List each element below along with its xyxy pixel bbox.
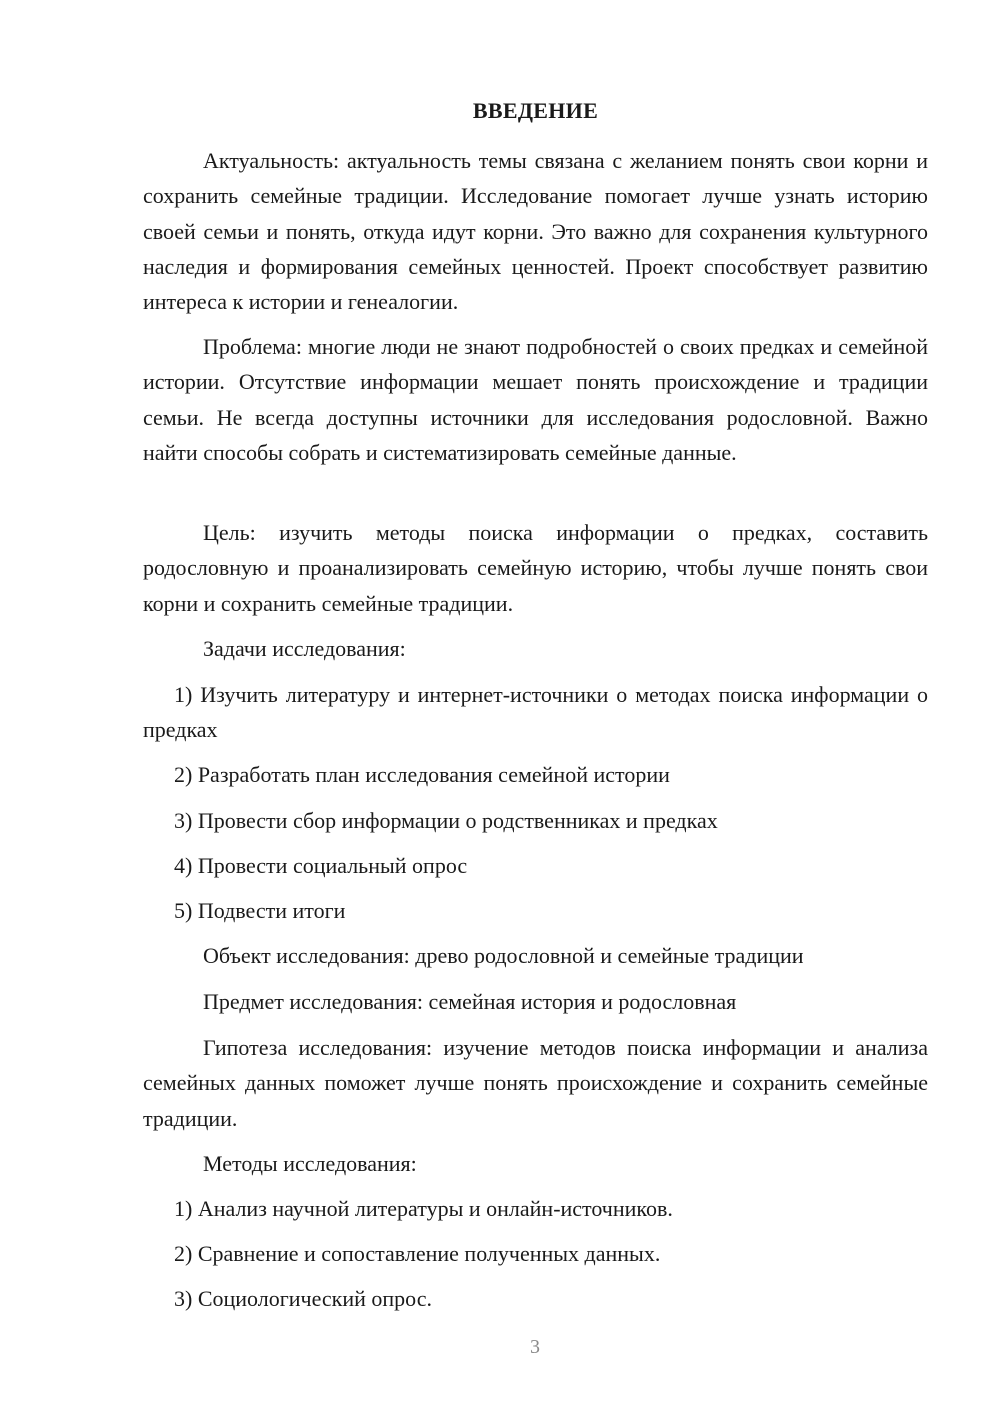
problem-paragraph: Проблема: многие люди не знают подробностей о своих предках и семейной истории. Отсутствие информации мешает понять происхождение и традиции семьи. Не всегда доступны источники для исследования родословной. Важно найти способы собрать и систематизировать семейные данные. (143, 334, 928, 465)
task-item-3: 3) Провести сбор информации о родственниках и предках (174, 808, 718, 833)
task-item-1: 1) Изучить литературу и интернет-источники о методах поиска информации о предках (143, 682, 928, 743)
goal-paragraph: Цель: изучить методы поиска информации о предках, составить родословную и проанализировать семейную историю, чтобы лучше понять свои корни и сохранить семейные традиции. (143, 520, 928, 616)
method-item-1: 1) Анализ научной литературы и онлайн-источников. (174, 1196, 673, 1221)
method-item-2: 2) Сравнение и сопоставление полученных данных. (174, 1241, 661, 1266)
tasks-heading: Задачи исследования: (203, 636, 406, 661)
task-item-5: 5) Подвести итоги (174, 898, 346, 923)
research-object: Объект исследования: древо родословной и семейные традиции (203, 943, 804, 968)
page-title: ВВЕДЕНИЕ (472, 98, 599, 123)
hypothesis-paragraph: Гипотеза исследования: изучение методов поиска информации и анализа семейных данных поможет лучше понять происхождение и сохранить семейные традиции. (143, 1035, 928, 1131)
research-subject: Предмет исследования: семейная история и родословная (203, 989, 737, 1014)
task-item-2: 2) Разработать план исследования семейной истории (174, 762, 670, 787)
method-item-3: 3) Социологический опрос. (174, 1286, 432, 1311)
methods-heading: Методы исследования: (203, 1151, 417, 1176)
task-item-4: 4) Провести социальный опрос (174, 853, 468, 878)
relevance-paragraph: Актуальность: актуальность темы связана с желанием понять свои корни и сохранить семейные традиции. Исследование помогает лучше узнать историю своей семьи и понять, откуда идут корни. Это важно для сохранения культурного наследия и формирования семейных ценностей. Проект способствует развитию интереса к истории и генеалогии. (143, 148, 928, 315)
page-number: 3 (530, 1336, 540, 1358)
